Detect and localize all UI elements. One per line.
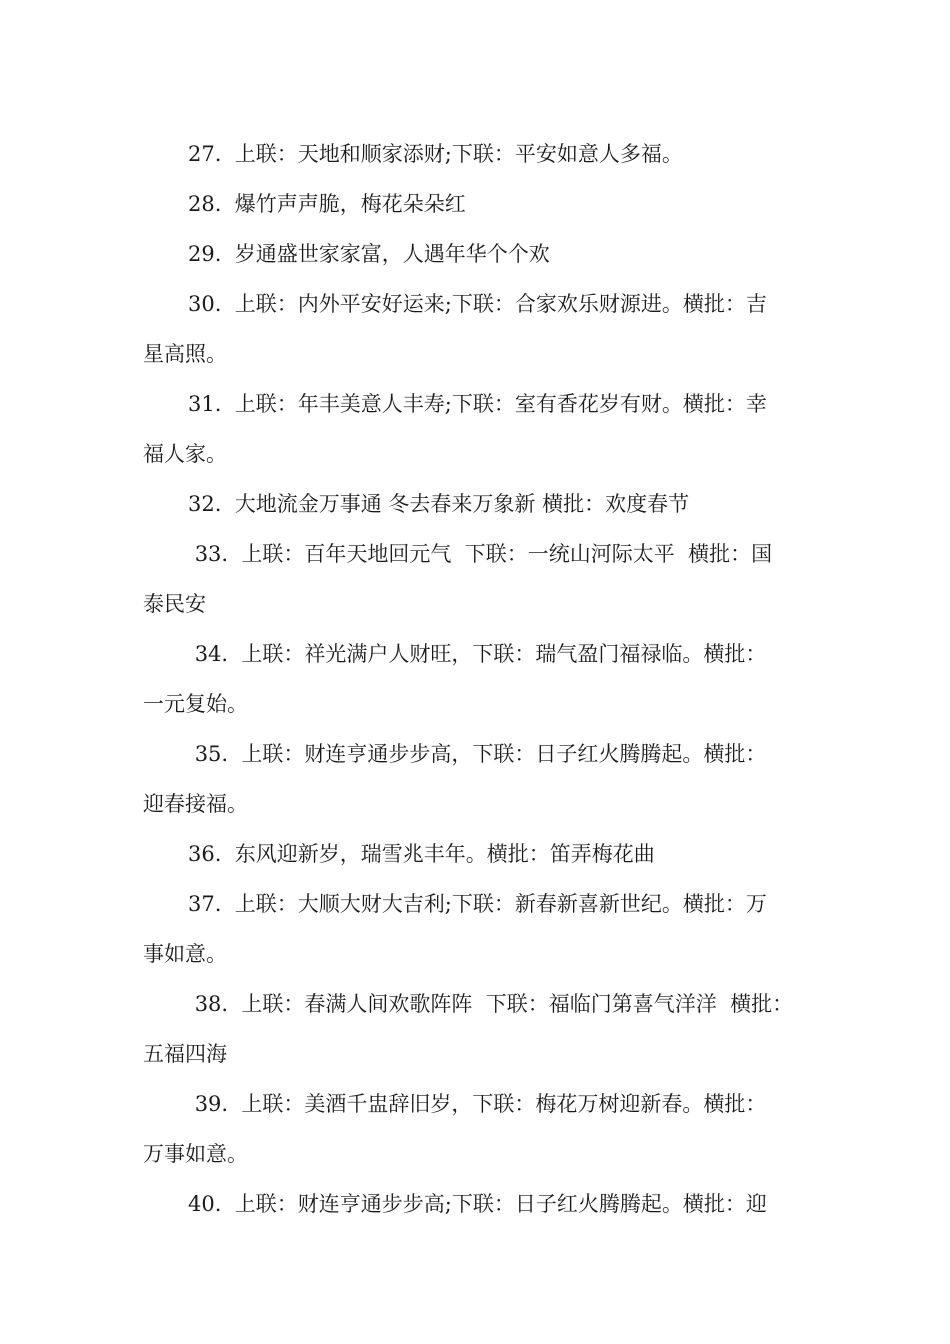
entry-line: 28. 爆竹声声脆，梅花朵朵红	[188, 192, 466, 216]
entry-continuation: 星高照。	[143, 342, 227, 366]
entry-continuation: 福人家。	[143, 442, 227, 466]
entry-37	[143, 879, 813, 979]
entry-34	[143, 629, 813, 729]
entry-line: 27. 上联：天地和顺家添财;下联：平安如意人多福。	[188, 142, 683, 166]
entry-line: 34. 上联：祥光满户人财旺，下联：瑞气盈门福禄临。横批：	[188, 642, 767, 666]
entry-continuation: 五福四海	[143, 1042, 227, 1066]
entry-32	[143, 479, 813, 529]
entry-line: 39. 上联：美酒千盅辞旧岁，下联：梅花万树迎新春。横批：	[188, 1092, 767, 1116]
entry-line: 31. 上联：年丰美意人丰寿;下联：室有香花岁有财。横批：幸	[188, 392, 767, 416]
entry-continuation: 泰民安	[143, 592, 206, 616]
entry-33	[143, 529, 813, 629]
entry-line: 32. 大地流金万事通 冬去春来万象新 横批：欢度春节	[188, 492, 690, 516]
entry-line: 38. 上联：春满人间欢歌阵阵 下联：福临门第喜气洋洋 横批：	[188, 992, 794, 1016]
entry-31	[143, 379, 813, 479]
entry-line: 37. 上联：大顺大财大吉利;下联：新春新喜新世纪。横批：万	[188, 892, 767, 916]
entry-29	[143, 229, 813, 279]
entry-30	[143, 279, 813, 379]
entry-line: 36. 东风迎新岁，瑞雪兆丰年。横批：笛弄梅花曲	[188, 842, 655, 866]
entry-35	[143, 729, 813, 829]
entry-27	[143, 129, 813, 179]
entry-38	[143, 979, 813, 1079]
entry-28	[143, 179, 813, 229]
entry-40	[143, 1179, 813, 1229]
entry-continuation: 万事如意。	[143, 1142, 248, 1166]
entry-line: 33. 上联：百年天地回元气 下联：一统山河际太平 横批：国	[188, 542, 773, 566]
entry-line: 40. 上联：财连亨通步步高;下联：日子红火腾腾起。横批：迎	[188, 1192, 767, 1216]
entry-continuation: 一元复始。	[143, 692, 248, 716]
entry-36	[143, 829, 813, 879]
entry-39	[143, 1079, 813, 1179]
entry-line: 30. 上联：内外平安好运来;下联：合家欢乐财源进。横批：吉	[188, 292, 767, 316]
entry-continuation: 事如意。	[143, 942, 227, 966]
entry-line: 29. 岁通盛世家家富，人遇年华个个欢	[188, 242, 550, 266]
entry-continuation: 迎春接福。	[143, 792, 248, 816]
entry-line: 35. 上联：财连亨通步步高，下联：日子红火腾腾起。横批：	[188, 742, 767, 766]
document-body	[143, 129, 813, 1229]
